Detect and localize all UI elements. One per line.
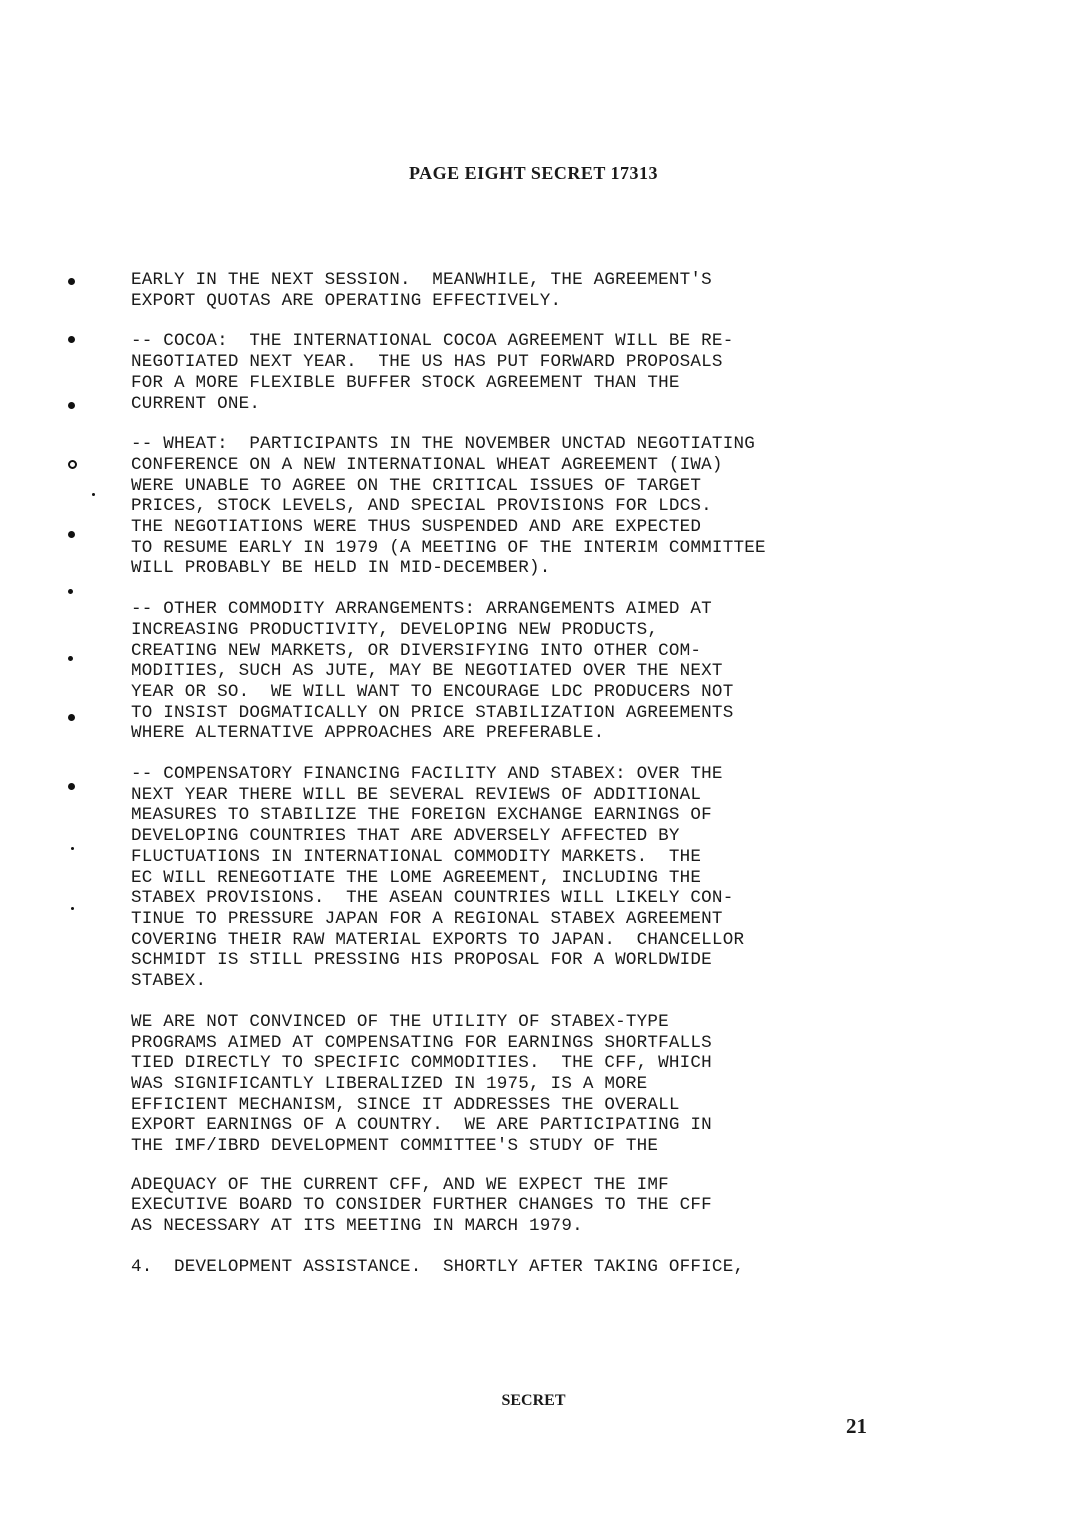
text-line: WERE UNABLE TO AGREE ON THE CRITICAL ISSUES OF TARGET [131, 475, 702, 496]
text-line: -- COCOA: THE INTERNATIONAL COCOA AGREEMENT WILL BE RE- [131, 331, 734, 352]
paragraph-cocoa [131, 331, 901, 414]
punch-mark [92, 493, 95, 496]
margin-punch-marks [68, 0, 88, 1513]
text-line: COVERING THEIR RAW MATERIAL EXPORTS TO JAPAN. CHANCELLOR [131, 929, 745, 950]
paragraph-development-assistance [131, 1257, 901, 1278]
text-line: 4. DEVELOPMENT ASSISTANCE. SHORTLY AFTER TAKING OFFICE, [131, 1256, 745, 1277]
paragraph-sugar-continued [131, 270, 901, 311]
text-line: MODITIES, SUCH AS JUTE, MAY BE NEGOTIATED OVER THE NEXT [131, 661, 723, 682]
text-line: SCHMIDT IS STILL PRESSING HIS PROPOSAL FOR A WORLDWIDE [131, 950, 712, 971]
text-line: WE ARE NOT CONVINCED OF THE UTILITY OF STABEX-TYPE [131, 1011, 669, 1032]
text-line: CREATING NEW MARKETS, OR DIVERSIFYING INTO OTHER COM- [131, 640, 702, 661]
paragraph-other-commodity [131, 599, 901, 744]
paragraph-stabex-assessment [131, 1012, 901, 1157]
punch-mark [68, 531, 75, 538]
punch-mark [68, 783, 75, 790]
classification-footer: SECRET [501, 1392, 566, 1409]
text-line: FOR A MORE FLEXIBLE BUFFER STOCK AGREEMENT THAN THE [131, 372, 680, 393]
text-line: EXECUTIVE BOARD TO CONSIDER FURTHER CHANGES TO THE CFF [131, 1195, 712, 1216]
text-line: INCREASING PRODUCTIVITY, DEVELOPING NEW PRODUCTS, [131, 619, 659, 640]
text-line: STABEX PROVISIONS. THE ASEAN COUNTRIES WILL LIKELY CON- [131, 888, 734, 909]
text-line: CURRENT ONE. [131, 393, 261, 414]
text-line: MEASURES TO STABILIZE THE FOREIGN EXCHANGE EARNINGS OF [131, 805, 712, 826]
punch-mark [68, 336, 75, 343]
text-line: NEGOTIATED NEXT YEAR. THE US HAS PUT FORWARD PROPOSALS [131, 352, 723, 373]
text-line: WILL PROBABLY BE HELD IN MID-DECEMBER). [131, 558, 551, 579]
text-line: -- WHEAT: PARTICIPANTS IN THE NOVEMBER UNCTAD NEGOTIATING [131, 434, 755, 455]
text-line: AS NECESSARY AT ITS MEETING IN MARCH 1979. [131, 1216, 583, 1237]
text-line: -- OTHER COMMODITY ARRANGEMENTS: ARRANGEMENTS AIMED AT [131, 599, 712, 620]
text-line: WAS SIGNIFICANTLY LIBERALIZED IN 1975, IS A MORE [131, 1073, 648, 1094]
text-line: WHERE ALTERNATIVE APPROACHES ARE PREFERABLE. [131, 723, 605, 744]
text-line: DEVELOPING COUNTRIES THAT ARE ADVERSELY AFFECTED BY [131, 826, 680, 847]
punch-mark [68, 460, 77, 469]
text-line: PRICES, STOCK LEVELS, AND SPECIAL PROVISIONS FOR LDCS. [131, 496, 712, 517]
paragraph-wheat [131, 434, 901, 579]
punch-mark [68, 278, 75, 285]
punch-mark [71, 907, 74, 910]
text-line: STABEX. [131, 971, 207, 992]
text-line: EFFICIENT MECHANISM, SINCE IT ADDRESSES THE OVERALL [131, 1094, 680, 1115]
text-line: EXPORT QUOTAS ARE OPERATING EFFECTIVELY. [131, 290, 562, 311]
punch-mark [68, 714, 75, 721]
text-line: ADEQUACY OF THE CURRENT CFF, AND WE EXPECT THE IMF [131, 1174, 669, 1195]
text-line: TO INSIST DOGMATICALLY ON PRICE STABILIZATION AGREEMENTS [131, 702, 734, 723]
text-line: NEXT YEAR THERE WILL BE SEVERAL REVIEWS OF ADDITIONAL [131, 784, 702, 805]
text-line: YEAR OR SO. WE WILL WANT TO ENCOURAGE LDC PRODUCERS NOT [131, 681, 734, 702]
paragraph-cff-adequacy [131, 1175, 901, 1237]
text-line: CONFERENCE ON A NEW INTERNATIONAL WHEAT AGREEMENT (IWA) [131, 454, 723, 475]
punch-mark [68, 402, 75, 409]
text-line: EC WILL RENEGOTIATE THE LOME AGREEMENT, INCLUDING THE [131, 867, 702, 888]
text-line: -- COMPENSATORY FINANCING FACILITY AND STABEX: OVER THE [131, 764, 723, 785]
paragraph-compensatory-financing [131, 764, 901, 992]
text-line: FLUCTUATIONS IN INTERNATIONAL COMMODITY MARKETS. THE [131, 846, 702, 867]
text-line: PROGRAMS AIMED AT COMPENSATING FOR EARNINGS SHORTFALLS [131, 1032, 712, 1053]
text-line: THE NEGOTIATIONS WERE THUS SUSPENDED AND ARE EXPECTED [131, 517, 702, 538]
text-line: TINUE TO PRESSURE JAPAN FOR A REGIONAL STABEX AGREEMENT [131, 908, 723, 929]
punch-mark [68, 589, 73, 594]
text-line: EARLY IN THE NEXT SESSION. MEANWHILE, THE AGREEMENT'S [131, 270, 712, 290]
text-line: EXPORT EARNINGS OF A COUNTRY. WE ARE PARTICIPATING IN [131, 1115, 712, 1136]
text-line: TO RESUME EARLY IN 1979 (A MEETING OF THE INTERIM COMMITTEE [131, 537, 766, 558]
page-header: PAGE EIGHT SECRET 17313 [408, 163, 659, 183]
text-line: TIED DIRECTLY TO SPECIFIC COMMODITIES. THE CFF, WHICH [131, 1053, 712, 1074]
punch-mark [71, 847, 74, 850]
text-line: THE IMF/IBRD DEVELOPMENT COMMITTEE'S STUDY OF THE [131, 1136, 659, 1157]
punch-mark [68, 656, 73, 661]
page-number: 21 [846, 1414, 867, 1438]
document-body [131, 270, 901, 1278]
